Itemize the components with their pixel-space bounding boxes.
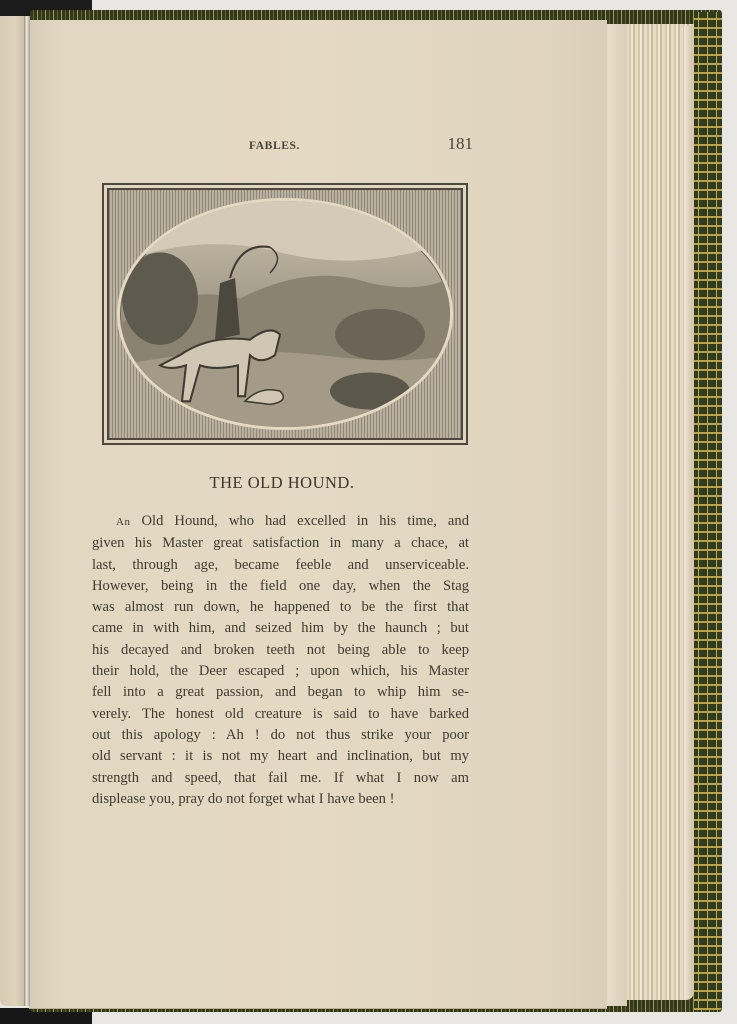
running-head	[249, 134, 473, 154]
fable-title: THE OLD HOUND.	[209, 473, 355, 492]
book-gutter	[24, 16, 30, 1006]
illustration-frame	[107, 188, 463, 440]
text-line: given his Master great satisfaction in many a chace, at	[92, 535, 469, 552]
illustration-plate	[102, 183, 468, 445]
drop-lead: An	[116, 516, 131, 528]
engraving-illustration-icon	[117, 198, 453, 430]
fable-text	[92, 511, 469, 810]
text-line: fell into a great passion, and began to whip him se-	[92, 684, 469, 701]
page-stack-outer-edge	[684, 26, 692, 1000]
text-line: out this apology : Ah ! do not thus strike your poor	[92, 726, 469, 743]
book-cover-gilt-edge	[694, 12, 722, 1010]
page-number: 181	[447, 134, 473, 153]
text-line: last, through age, became feeble and unserviceable.	[92, 556, 469, 573]
text-line: was almost run down, he happened to be the first that	[92, 599, 469, 616]
text-line: verely. The honest old creature is said to have barked	[92, 705, 469, 722]
text-line: An Old Hound, who had excelled in his time, and	[116, 513, 469, 529]
running-title: FABLES.	[249, 140, 300, 152]
text-line: displease you, pray do not forget what I have been !	[92, 790, 395, 807]
text-line: his decayed and broken teeth not being able to keep	[92, 641, 469, 658]
text-line: However, being in the field one day, when the Stag	[92, 577, 469, 594]
text-line: their hold, the Deer escaped ; upon which, his Master	[92, 663, 469, 680]
left-page-edge	[0, 16, 26, 1006]
text-line: strength and speed, that fail me. If what I now am	[92, 769, 469, 786]
text-line: old servant : it is not my heart and inclination, but my	[92, 748, 469, 765]
text-line: came in with him, and seized him by the haunch ; but	[92, 620, 469, 637]
hunting-scene-icon	[120, 201, 450, 427]
